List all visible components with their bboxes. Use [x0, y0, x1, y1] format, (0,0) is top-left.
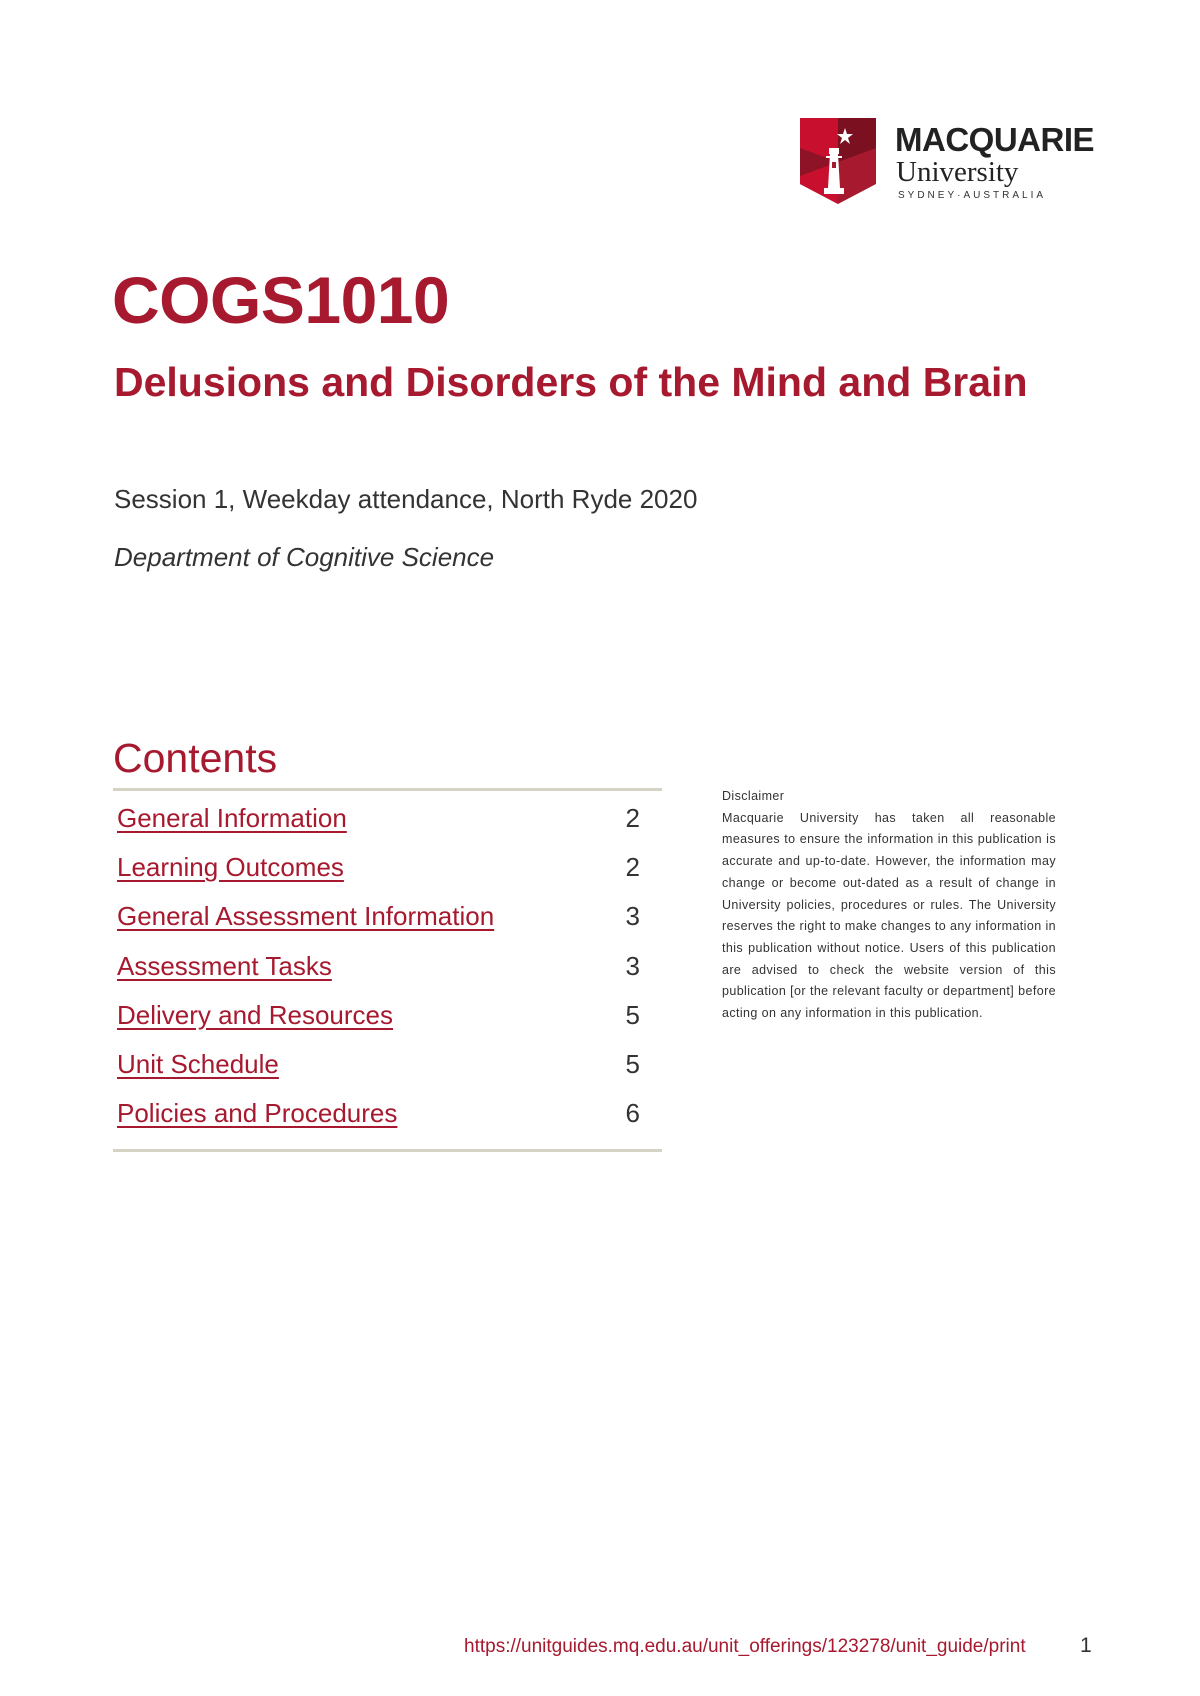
- toc-row: [113, 994, 662, 1043]
- logo-university: University: [896, 156, 1019, 188]
- toc-link-delivery-and-resources[interactable]: Delivery and Resources: [117, 999, 394, 1030]
- footer-page-number: 1: [1080, 1634, 1092, 1657]
- toc-link-unit-schedule[interactable]: Unit Schedule: [117, 1048, 279, 1079]
- table-of-contents: [113, 788, 662, 1152]
- toc-link-policies-and-procedures[interactable]: Policies and Procedures: [117, 1098, 398, 1129]
- unit-title: Delusions and Disorders of the Mind and Brain: [114, 359, 1028, 405]
- toc-row: [113, 895, 662, 944]
- department-name: Department of Cognitive Science: [114, 542, 495, 572]
- toc-page-number: 6: [625, 1098, 640, 1129]
- unit-code: COGS1010: [112, 263, 450, 337]
- disclaimer: [722, 786, 1056, 1025]
- toc-row: [113, 1043, 662, 1092]
- session-info: Session 1, Weekday attendance, North Ryde 2020: [114, 484, 698, 514]
- toc-link-general-information[interactable]: General Information: [117, 803, 347, 833]
- toc-page-number: 3: [625, 950, 640, 981]
- toc-page-number: 2: [625, 852, 640, 883]
- toc-row: [113, 797, 662, 846]
- footer-url-link[interactable]: https://unitguides.mq.edu.au/unit_offerings/123278/unit_guide/print: [464, 1636, 1026, 1657]
- disclaimer-body: Macquarie University has taken all reasonable measures to ensure the information in this publication is accurate and up-to-date. However, the information may change or become out-dated as a result of change in University policies, procedures or rules. The University reserves the right to make changes to any information in this publication without notice. Users of this publication are advised to check the website version of this publication [or the relevant faculty or department] before acting on any information in this publication.: [722, 810, 1056, 1021]
- university-logo: [800, 118, 1100, 208]
- toc-page-number: 5: [625, 1048, 640, 1079]
- disclaimer-title: Disclaimer: [722, 789, 785, 803]
- logo-location: SYDNEY·AUSTRALIA: [898, 190, 1047, 201]
- toc-row: [113, 846, 662, 895]
- toc-page-number: 3: [625, 901, 640, 932]
- toc-link-general-assessment-information[interactable]: General Assessment Information: [117, 901, 495, 932]
- toc-page-number: 2: [625, 803, 640, 833]
- toc-row: [113, 945, 662, 994]
- toc-link-assessment-tasks[interactable]: Assessment Tasks: [117, 950, 332, 981]
- lighthouse-shield-icon: [800, 118, 876, 204]
- logo-wordmark: MACQUARIE: [895, 121, 1094, 158]
- toc-link-learning-outcomes[interactable]: Learning Outcomes: [117, 852, 344, 883]
- toc-row: [113, 1092, 662, 1141]
- contents-heading: Contents: [113, 735, 278, 781]
- toc-page-number: 5: [625, 999, 640, 1030]
